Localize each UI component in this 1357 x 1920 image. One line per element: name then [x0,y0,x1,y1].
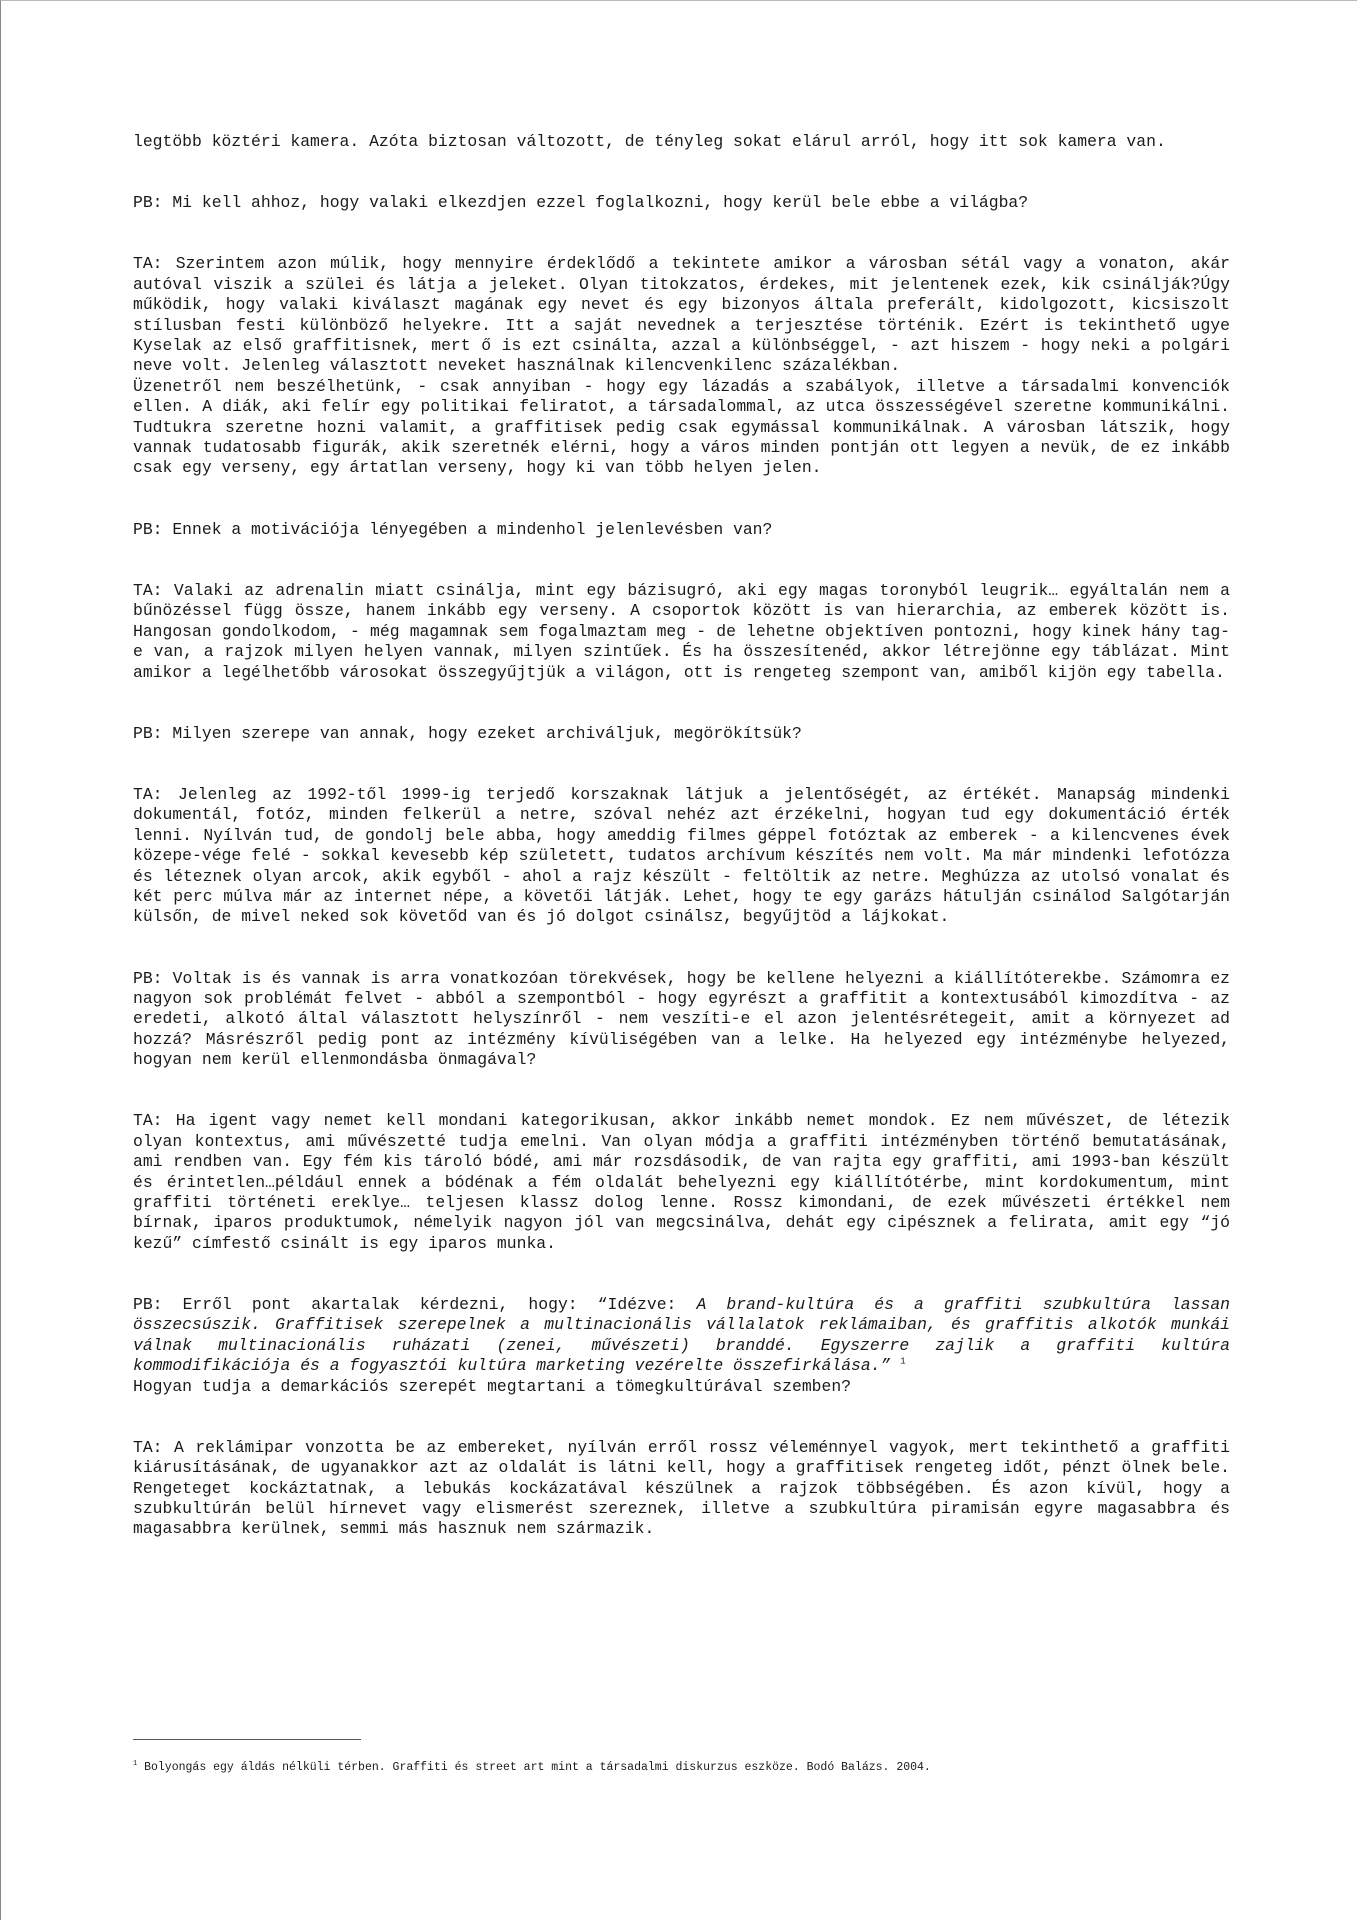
footnote [133,1761,1230,1775]
interviewer-question: PB: Voltak is és vannak is arra vonatkozóan törekvések, hogy be kellene helyezni a kiállítóterekbe. Számomra ez nagyon sok problémát felvet - abból a szempontból - hogy egyrészt a graffitit a kontextusából kimozdítva - az eredeti, alkotó által választott helyszínről - nem veszíti-e el azon jelentésrétegeit, amit a környezet ad hozzá? Másrészről pedig pont az intézmény kívüliségében van a lelke. Ha helyezed egy intézménybe helyezed, hogyan nem kerül ellenmondásba önmagával? [133,968,1230,1070]
footnote-divider [133,1739,361,1740]
interviewer-question: PB: Mi kell ahhoz, hogy valaki elkezdjen ezzel foglalkozni, hogy kerül bele ebbe a világba? [133,193,1029,213]
interviewer-question-with-quote [133,1295,1230,1397]
interviewer-question: PB: Milyen szerepe van annak, hogy ezeket archiváljuk, megörökítsük? [133,723,802,743]
interviewer-question: PB: Ennek a motivációja lényegében a mindenhol jelenlevésben van? [133,519,773,539]
interviewee-answer: TA: Jelenleg az 1992-től 1999-ig terjedő korszaknak látjuk a jelentőségét, az értékét. Manapság mindenki dokumentál, fotóz, minden felkerül a netre, szóval nehéz azt érzékelni, hogyan tud egy dokumentáció érték lenni. Nyílván tud, de gondolj bele abba, hogy ameddig filmes géppel fotóztak az emberek - a kilencvenes évek közepe-vége felé - sokkal kevesebb kép született, tudatos archívum készítés nem volt. Ma már mindenki lefotózza és léteznek olyan arcok, akik egyből - ahol a rajz készült - feltöltik az netre. Meghúzza az utolsó vonalat és két perc múlva már az internet népe, a követői látják. Lehet, hogy te egy garázs hátulján csinálod Salgótarján külsőn, de mivel neked sok követőd van és jó dolgot csinálsz, begyűjtöd a lájkokat. [133,784,1230,927]
interviewee-answer: TA: Szerintem azon múlik, hogy mennyire érdeklődő a tekintete amikor a városban sétál vagy a vonaton, akár autóval viszik a szülei és látja a jeleket. Olyan titokzatos, érdekes, mit jelentenek ezek, kik csinálják?Úgy működik, hogy valaki kiválaszt magának egy nevet és egy bizonyos általa preferált, kidolgozott, kicsiszolt stílusban festi különböző helyekre. Itt a saját nevednek a terjesztése történik. Ezért is tekinthető ugye Kyselak az első graffitisnek, mert ő is ezt csinálta, azzal a különbséggel, - azt hiszem - hogy neki a polgári neve volt. Jelenleg választott neveket használnak kilencvenkilenc százalékban. [133,254,1230,376]
interviewee-answer-continued: Üzenetről nem beszélhetünk, - csak annyiban - hogy egy lázadás a szabályok, illetve a társadalmi konvenciók ellen. A diák, aki felír egy politikai feliratot, a társadalommal, az utca összességével szeretne kommunikálni. Tudtukra szeretne hozni valamit, a graffitisek pedig csak egymással kommunikálnak. A városban látszik, hogy vannak tudatosabb figurák, akik szeretnék elérni, hogy a város minden pontján ott legyen a nevük, de ez inkább csak egy verseny, egy ártatlan verseny, hogy ki van több helyen jelen. [133,376,1230,478]
footnote-text: Bolyongás egy áldás nélküli térben. Graffiti és street art mint a társadalmi diskurzus eszköze. Bodó Balázs. 2004. [137,1761,931,1774]
interviewee-answer: TA: A reklámipar vonzotta be az embereket, nyílván erről rossz véleménnyel vagyok, mert tekinthető a graffiti kiárusításának, de ugyanakkor azt az oldalát is látni kell, hogy a graffitisek rengeteg időt, pénzt ölnek bele. Rengeteget kockáztatnak, a lebukás kockázatával készülnek a rajzok többségében. És azon kívül, hogy a szubkultúrán belül hírnevet vagy elismerést szereznek, illetve a szubkultúra piramisán egyre magasabbra és magasabbra kerülnek, semmi más hasznuk nem származik. [133,1437,1230,1539]
footnote-number: 1 [133,1760,138,1769]
question-lead: PB: Erről pont akartalak kérdezni, hogy: “Idézve: [133,1295,697,1315]
paragraph: legtöbb köztéri kamera. Azóta biztosan változott, de tényleg sokat elárul arról, hogy itt sok kamera van. [133,132,1166,151]
block-quote: A brand-kultúra és a graffiti szubkultúra lassan összecsúszik. Graffitisek szerepelnek a multinacionális vállalatok reklámaiban, és graffitis alkotók munkái válnak multinacionális ruházati (zenei, művészeti) branddé. Egyszerre zajlik a graffiti kultúra kommodifikációja és a fogyasztói kultúra marketing vezérelte összefirkálása.” [133,1295,1230,1376]
question-tail: Hogyan tudja a demarkációs szerepét megtartani a tömegkultúrával szemben? [133,1376,852,1396]
interviewee-answer: TA: Ha igent vagy nemet kell mondani kategorikusan, akkor inkább nemet mondok. Ez nem művészet, de létezik olyan kontextus, ami művészetté tudja emelni. Van olyan módja a graffiti intézményben történő bemutatásának, ami rendben van. Egy fém kis tároló bódé, ami már rozsdásodik, de van rajta egy graffiti, ami 1993-ban készült és érintetlen…például ennek a bódénak a fém oldalát behelyezni egy kiállítótérbe, mint kordokumentum, mint graffiti történeti ereklye… teljesen klassz dolog lenne. Rossz kimondani, de ezek művészeti értékkel nem bírnak, iparos produktumok, némelyik nagyon jól van megcsinálva, dehát egy cipésznek a felirata, amit egy “jó kezű” címfestő csinált is egy iparos munka. [133,1111,1230,1253]
interview-text [133,132,1230,1581]
interviewee-answer: TA: Valaki az adrenalin miatt csinálja, mint egy bázisugró, aki egy magas toronyból leugrik… egyáltalán nem a bűnözéssel függ össze, hanem inkább egy verseny. A csoportok között is van hierarchia, az emberek között is. Hangosan gondolkodom, - még magamnak sem fogalmaztam meg - de lehetne objektíven pontozni, hogy kinek hány tag-e van, a rajzok milyen helyen vannak, milyen szintűek. És ha összesítenéd, akkor létrejönne egy táblázat. Mint amikor a legélhetőbb városokat összegyűjtjük a világon, ott is rengeteg szempont van, amiből kijön egy tabella. [133,580,1230,682]
footnote-reference[interactable]: 1 [900,1356,906,1367]
